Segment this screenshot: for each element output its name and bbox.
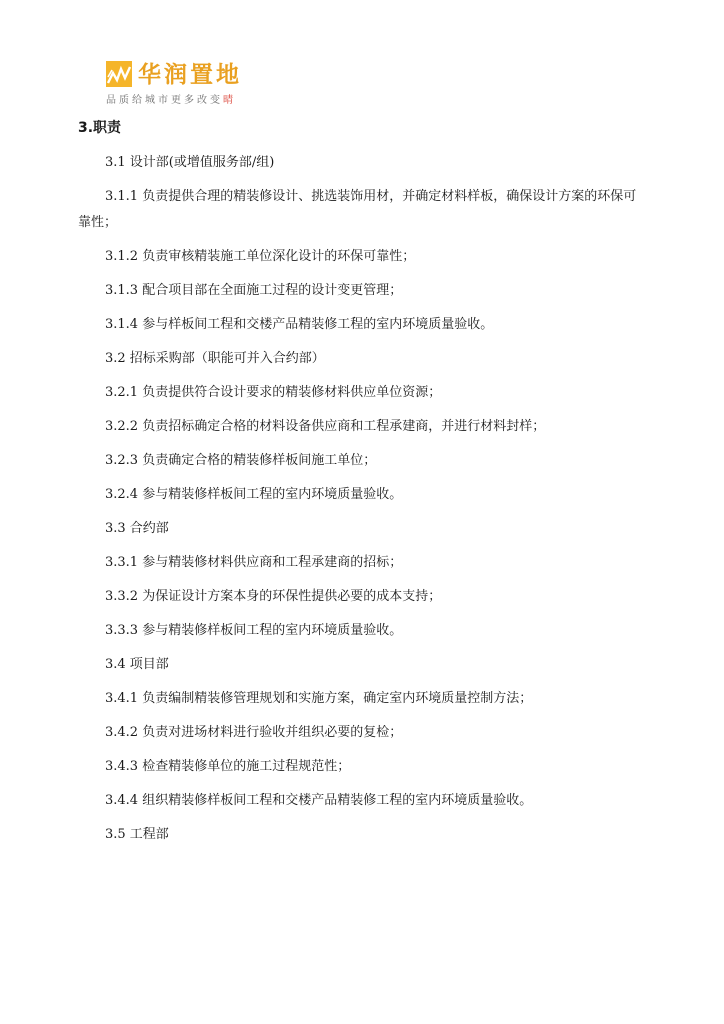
duty-item: 3.2.1 负责提供符合设计要求的精装修材料供应单位资源； <box>105 385 442 400</box>
duty-item: 3.3.3 参与精装修样板间工程的室内环境质量验收。 <box>105 623 403 638</box>
subsection-heading: 3.1 设计部(或增值服务部/组) <box>105 155 275 170</box>
duty-item: 3.4.4 组织精装修样板间工程和交楼产品精装修工程的室内环境质量验收。 <box>105 793 533 808</box>
document-body <box>78 118 638 860</box>
subsection-heading: 3.3 合约部 <box>105 521 169 536</box>
duty-item: 3.3.2 为保证设计方案本身的环保性提供必要的成本支持； <box>105 589 442 604</box>
duty-item: 3.4.1 负责编制精装修管理规划和实施方案，确定室内环境质量控制方法； <box>105 691 533 706</box>
duty-item: 3.2.2 负责招标确定合格的材料设备供应商和工程承建商，并进行材料封样； <box>105 419 546 434</box>
duty-item: 3.1.2 负责审核精装施工单位深化设计的环保可靠性； <box>105 249 416 264</box>
section-heading: 3.职责 <box>78 120 122 136</box>
duty-item: 3.4.2 负责对进场材料进行验收并组织必要的复检； <box>105 725 403 740</box>
company-name: 华润置地 <box>138 62 242 88</box>
company-slogan <box>106 91 236 106</box>
duty-item: 3.1.1 负责提供合理的精装修设计、挑选装饰用材，并确定材料样板，确保设计方案的环保可靠性； <box>78 189 637 230</box>
slogan-accent: 晴 <box>223 95 236 106</box>
duty-item: 3.2.4 参与精装修样板间工程的室内环境质量验收。 <box>105 487 403 502</box>
subsection-heading: 3.4 项目部 <box>105 657 169 672</box>
duty-item: 3.2.3 负责确定合格的精装修样板间施工单位； <box>105 453 377 468</box>
duty-item: 3.3.1 参与精装修材料供应商和工程承建商的招标； <box>105 555 403 570</box>
duty-item: 3.1.3 配合项目部在全面施工过程的设计变更管理； <box>105 283 403 298</box>
slogan-text: 品质给城市更多改变 <box>106 95 223 106</box>
duty-item: 3.4.3 检查精装修单位的施工过程规范性； <box>105 759 351 774</box>
page-header <box>106 58 306 108</box>
subsection-heading: 3.2 招标采购部（职能可并入合约部） <box>105 351 325 366</box>
subsection-heading: 3.5 工程部 <box>105 827 169 842</box>
duty-item: 3.1.4 参与样板间工程和交楼产品精装修工程的室内环境质量验收。 <box>105 317 494 332</box>
company-logo-icon <box>106 61 132 87</box>
